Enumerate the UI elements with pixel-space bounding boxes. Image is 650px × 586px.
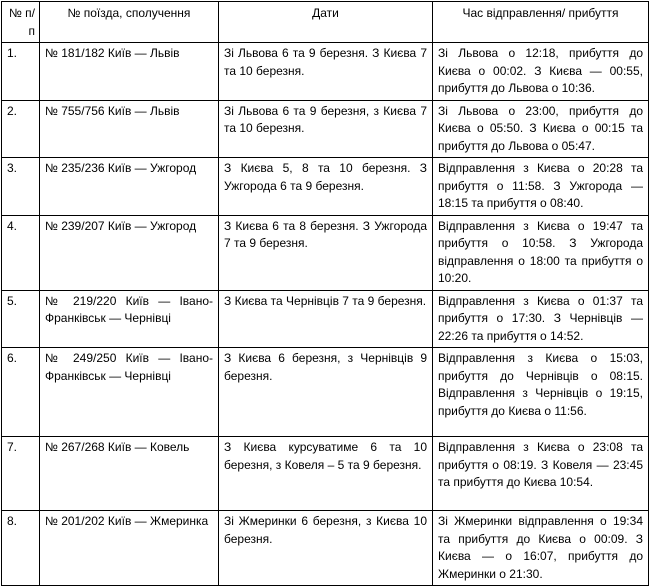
row-train: № 239/207 Київ — Ужгород bbox=[40, 215, 219, 290]
table-header-row bbox=[2, 2, 649, 43]
header-number: № п/п bbox=[2, 2, 40, 43]
header-time: Час відправлення/ прибуття bbox=[433, 2, 649, 43]
row-time: Відправлення з Києва о 19:47 та прибуття о 10:58. З Ужгорода відправлення о 18:00 та прибуття о 10:20. bbox=[433, 215, 649, 290]
row-time: Відправлення з Києва о 01:37 та прибуття о 17:30. З Чернівців — 22:26 та прибуття о 14:52. bbox=[433, 290, 649, 348]
table-row bbox=[2, 215, 649, 290]
table-row bbox=[2, 437, 649, 511]
row-dates: З Києва 5, 8 та 10 березня. З Ужгорода 6 та 9 березня. bbox=[219, 158, 433, 216]
train-schedule-table bbox=[1, 1, 649, 586]
row-dates: З Києва та Чернівців 7 та 9 березня. bbox=[219, 290, 433, 348]
row-number: 8. bbox=[2, 511, 40, 586]
row-number: 6. bbox=[2, 348, 40, 437]
table-row bbox=[2, 100, 649, 158]
row-dates: З Києва 6 та 8 березня. З Ужгорода 7 та 9 березня. bbox=[219, 215, 433, 290]
table-row bbox=[2, 43, 649, 101]
row-time: Зі Жмеринки відправлення о 19:34 та прибуття до Києва о 00:09. З Києва — о 16:07, прибуття до Жмеринки о 21:30. bbox=[433, 511, 649, 586]
row-number: 7. bbox=[2, 437, 40, 511]
header-train: № поїзда, сполучення bbox=[40, 2, 219, 43]
table-row bbox=[2, 348, 649, 437]
row-time: Відправлення з Києва о 23:08 та прибуття о 08:19. З Ковеля — 23:45 та прибуття до Києва 10:54. bbox=[433, 437, 649, 511]
table-row bbox=[2, 158, 649, 216]
row-time: Зі Львова о 12:18, прибуття до Києва о 00:02. З Києва — 00:55, прибуття до Львова о 10:36. bbox=[433, 43, 649, 101]
row-number: 2. bbox=[2, 100, 40, 158]
row-number: 3. bbox=[2, 158, 40, 216]
row-dates: З Києва курсуватиме 6 та 10 березня, з Ковеля – 5 та 9 березня. bbox=[219, 437, 433, 511]
row-train: № 267/268 Київ — Ковель bbox=[40, 437, 219, 511]
row-number: 4. bbox=[2, 215, 40, 290]
row-dates: Зі Львова 6 та 9 березня, з Києва 7 та 10 березня. bbox=[219, 100, 433, 158]
row-dates: Зі Жмеринки 6 березня, з Києва 10 березня. bbox=[219, 511, 433, 586]
row-number: 1. bbox=[2, 43, 40, 101]
table-row bbox=[2, 290, 649, 348]
row-train: № 201/202 Київ — Жмеринка bbox=[40, 511, 219, 586]
row-train: № 249/250 Київ — Івано-Франківськ — Чернівці bbox=[40, 348, 219, 437]
row-time: Відправлення з Києва о 15:03, прибуття до Чернівців о 08:15. Відправлення з Чернівців о 19:15, прибуття до Києва о 11:56. bbox=[433, 348, 649, 437]
row-train: № 755/756 Київ — Львів bbox=[40, 100, 219, 158]
table-row bbox=[2, 511, 649, 586]
row-time: Відправлення з Києва о 20:28 та прибуття о 11:58. З Ужгорода — 18:15 та прибуття о 08:40. bbox=[433, 158, 649, 216]
header-dates: Дати bbox=[219, 2, 433, 43]
row-number: 5. bbox=[2, 290, 40, 348]
row-train: № 235/236 Київ — Ужгород bbox=[40, 158, 219, 216]
row-dates: З Києва 6 березня, з Чернівців 9 березня. bbox=[219, 348, 433, 437]
row-train: № 181/182 Київ — Львів bbox=[40, 43, 219, 101]
row-time: Зі Львова о 23:00, прибуття до Києва о 05:50. З Києва о 00:15 та прибуття до Львова о 05:47. bbox=[433, 100, 649, 158]
row-dates: Зі Львова 6 та 9 березня. З Києва 7 та 10 березня. bbox=[219, 43, 433, 101]
row-train: № 219/220 Київ — Івано-Франківськ — Чернівці bbox=[40, 290, 219, 348]
